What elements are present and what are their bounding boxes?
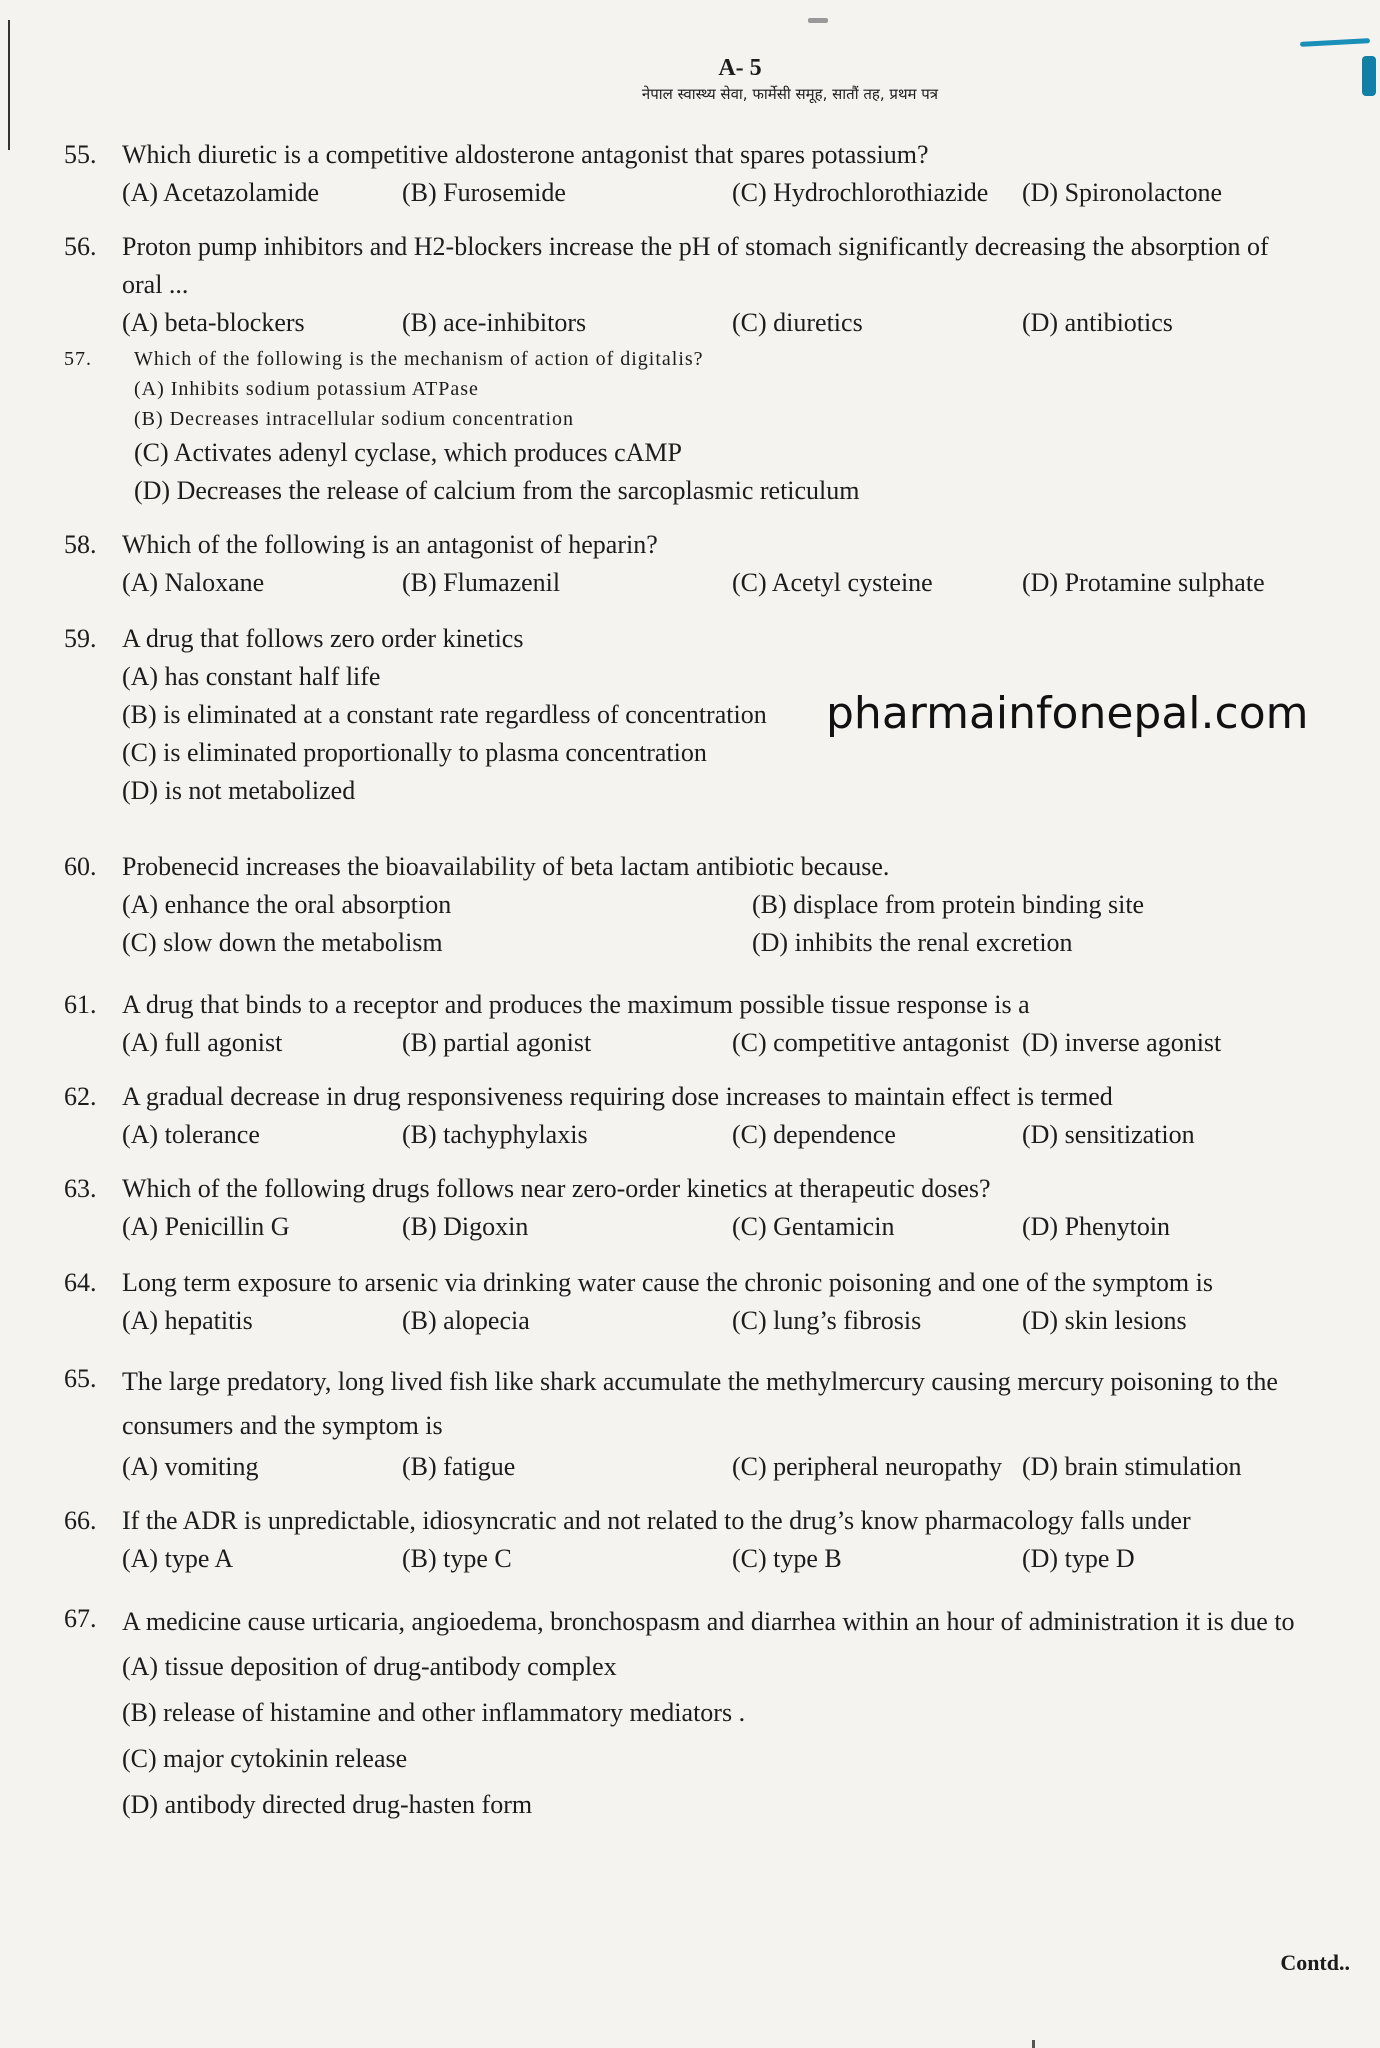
question-number: 65. <box>64 1364 97 1393</box>
question-text: A gradual decrease in drug responsiveness requiring dose increases to maintain effect is termed <box>122 1082 1113 1111</box>
option-d: (D) antibody directed drug-hasten form <box>122 1790 533 1819</box>
question-number: 67. <box>64 1604 97 1633</box>
option-c: (C) Acetyl cysteine <box>732 568 933 597</box>
option-c: (C) diuretics <box>732 308 863 337</box>
question-58 <box>64 526 1354 602</box>
question-text: Which of the following is an antagonist of heparin? <box>122 530 658 559</box>
question-67 <box>64 1600 1354 1828</box>
question-66 <box>64 1502 1354 1578</box>
options-row <box>122 886 1354 924</box>
options-row <box>122 1208 1354 1246</box>
option-c: (C) slow down the metabolism <box>122 928 443 957</box>
option-c: (C) Gentamicin <box>732 1212 895 1241</box>
question-number: 58. <box>64 530 97 559</box>
question-61 <box>64 986 1354 1062</box>
option-b: (B) release of histamine and other inflammatory mediators . <box>122 1698 746 1727</box>
question-60 <box>64 848 1354 962</box>
question-number: 64. <box>64 1268 97 1297</box>
question-57 <box>64 344 1354 510</box>
option-d: (D) skin lesions <box>1022 1306 1187 1335</box>
option-b: (B) Furosemide <box>402 178 566 207</box>
option-a: (A) enhance the oral absorption <box>122 890 452 919</box>
question-number: 56. <box>64 232 97 261</box>
option-d: (D) sensitization <box>1022 1120 1195 1149</box>
question-number: 63. <box>64 1174 97 1203</box>
question-63 <box>64 1170 1354 1246</box>
question-55 <box>64 136 1354 212</box>
option-a: (A) tissue deposition of drug-antibody complex <box>122 1652 617 1681</box>
watermark: pharmainfonepal.com <box>826 688 1309 739</box>
question-text: Which of the following drugs follows near zero-order kinetics at therapeutic doses? <box>122 1174 991 1203</box>
option-a: (A) Acetazolamide <box>122 178 320 207</box>
options-row <box>122 1116 1354 1154</box>
option-a: (A) has constant half life <box>122 662 381 691</box>
question-number: 60. <box>64 852 97 881</box>
option-a: (A) Penicillin G <box>122 1212 290 1241</box>
options-row <box>122 1448 1354 1486</box>
question-62 <box>64 1078 1354 1154</box>
option-b: (B) ace-inhibitors <box>402 308 587 337</box>
page-header <box>0 55 1380 104</box>
option-a: (A) beta-blockers <box>122 308 305 337</box>
option-a: (A) type A <box>122 1544 234 1573</box>
question-text: A drug that binds to a receptor and produces the maximum possible tissue response is a <box>122 990 1030 1019</box>
bottom-mark <box>1032 2040 1035 2048</box>
option-b: (B) Digoxin <box>402 1212 529 1241</box>
option-d: (D) inverse agonist <box>1022 1028 1222 1057</box>
question-text: Which of the following is the mechanism of action of digitalis? <box>134 348 704 370</box>
option-b: (B) Flumazenil <box>402 568 561 597</box>
options-row <box>122 1302 1354 1340</box>
option-d: (D) Decreases the release of calcium from the sarcoplasmic reticulum <box>134 476 860 505</box>
option-d: (D) Protamine sulphate <box>1022 568 1265 597</box>
option-b: (B) alopecia <box>402 1306 530 1335</box>
question-text: If the ADR is unpredictable, idiosyncratic and not related to the drug’s know pharmacology falls under <box>122 1506 1191 1535</box>
option-a: (A) hepatitis <box>122 1306 253 1335</box>
option-c: (C) dependence <box>732 1120 896 1149</box>
options-row <box>122 174 1354 212</box>
option-b: (B) type C <box>402 1544 512 1573</box>
question-text: Probenecid increases the bioavailability of beta lactam antibiotic because. <box>122 852 890 881</box>
option-a: (A) Inhibits sodium potassium ATPase <box>134 378 479 400</box>
option-d: (D) Spironolactone <box>1022 178 1223 207</box>
option-c: (C) peripheral neuropathy <box>732 1452 1003 1481</box>
option-d: (D) is not metabolized <box>122 776 356 805</box>
option-a: (A) tolerance <box>122 1120 260 1149</box>
option-c: (C) Hydrochlorothiazide <box>732 178 989 207</box>
question-text: Which diuretic is a competitive aldosterone antagonist that spares potassium? <box>122 140 929 169</box>
option-c: (C) is eliminated proportionally to plasma concentration <box>122 738 707 767</box>
question-number: 59. <box>64 624 97 653</box>
option-d: (D) antibiotics <box>1022 308 1173 337</box>
page-code: A- 5 <box>718 55 762 81</box>
option-a: (A) full agonist <box>122 1028 283 1057</box>
question-number: 62. <box>64 1082 97 1111</box>
question-64 <box>64 1264 1354 1340</box>
option-a: (A) vomiting <box>122 1452 259 1481</box>
option-c: (C) Activates adenyl cyclase, which produces cAMP <box>134 438 683 467</box>
question-text: A drug that follows zero order kinetics <box>122 624 524 653</box>
option-b: (B) tachyphylaxis <box>402 1120 588 1149</box>
exam-subtitle: नेपाल स्वास्थ्य सेवा, फार्मेसी समूह, सातौं तह, प्रथम पत्र <box>641 85 939 103</box>
options-row <box>122 564 1354 602</box>
question-number: 55. <box>64 140 97 169</box>
top-mark <box>808 18 828 23</box>
question-text: Long term exposure to arsenic via drinking water cause the chronic poisoning and one of the symptom is <box>122 1268 1213 1297</box>
option-d: (D) Phenytoin <box>1022 1212 1171 1241</box>
option-b: (B) Decreases intracellular sodium concentration <box>134 408 575 430</box>
question-number: 61. <box>64 990 97 1019</box>
question-text: The large predatory, long lived fish like shark accumulate the methylmercury causing mercury poisoning to the consumers and the symptom is <box>122 1367 1278 1440</box>
option-d: (D) type D <box>1022 1544 1135 1573</box>
options-row <box>122 1540 1354 1578</box>
options-row <box>122 304 1302 342</box>
option-d: (D) brain stimulation <box>1022 1452 1242 1481</box>
question-number: 57. <box>64 348 92 370</box>
option-c: (C) lung’s fibrosis <box>732 1306 922 1335</box>
option-c: (C) competitive antagonist <box>732 1028 1010 1057</box>
options-row <box>122 1024 1354 1062</box>
question-56 <box>64 228 1354 342</box>
pen-mark <box>1300 38 1370 47</box>
options-row <box>122 924 1354 962</box>
option-c: (C) type B <box>732 1544 842 1573</box>
question-text: Proton pump inhibitors and H2-blockers increase the pH of stomach significantly decreasing the absorption of oral ... <box>122 232 1269 299</box>
option-d: (D) inhibits the renal excretion <box>752 928 1073 957</box>
continued-label: Contd.. <box>1280 1950 1350 1975</box>
question-number: 66. <box>64 1506 97 1535</box>
option-b: (B) is eliminated at a constant rate regardless of concentration <box>122 700 767 729</box>
option-b: (B) fatigue <box>402 1452 516 1481</box>
option-b: (B) partial agonist <box>402 1028 592 1057</box>
question-text: A medicine cause urticaria, angioedema, bronchospasm and diarrhea within an hour of administration it is due to <box>122 1607 1295 1636</box>
option-c: (C) major cytokinin release <box>122 1744 408 1773</box>
question-65 <box>64 1360 1354 1486</box>
option-a: (A) Naloxane <box>122 568 265 597</box>
option-b: (B) displace from protein binding site <box>752 890 1145 919</box>
